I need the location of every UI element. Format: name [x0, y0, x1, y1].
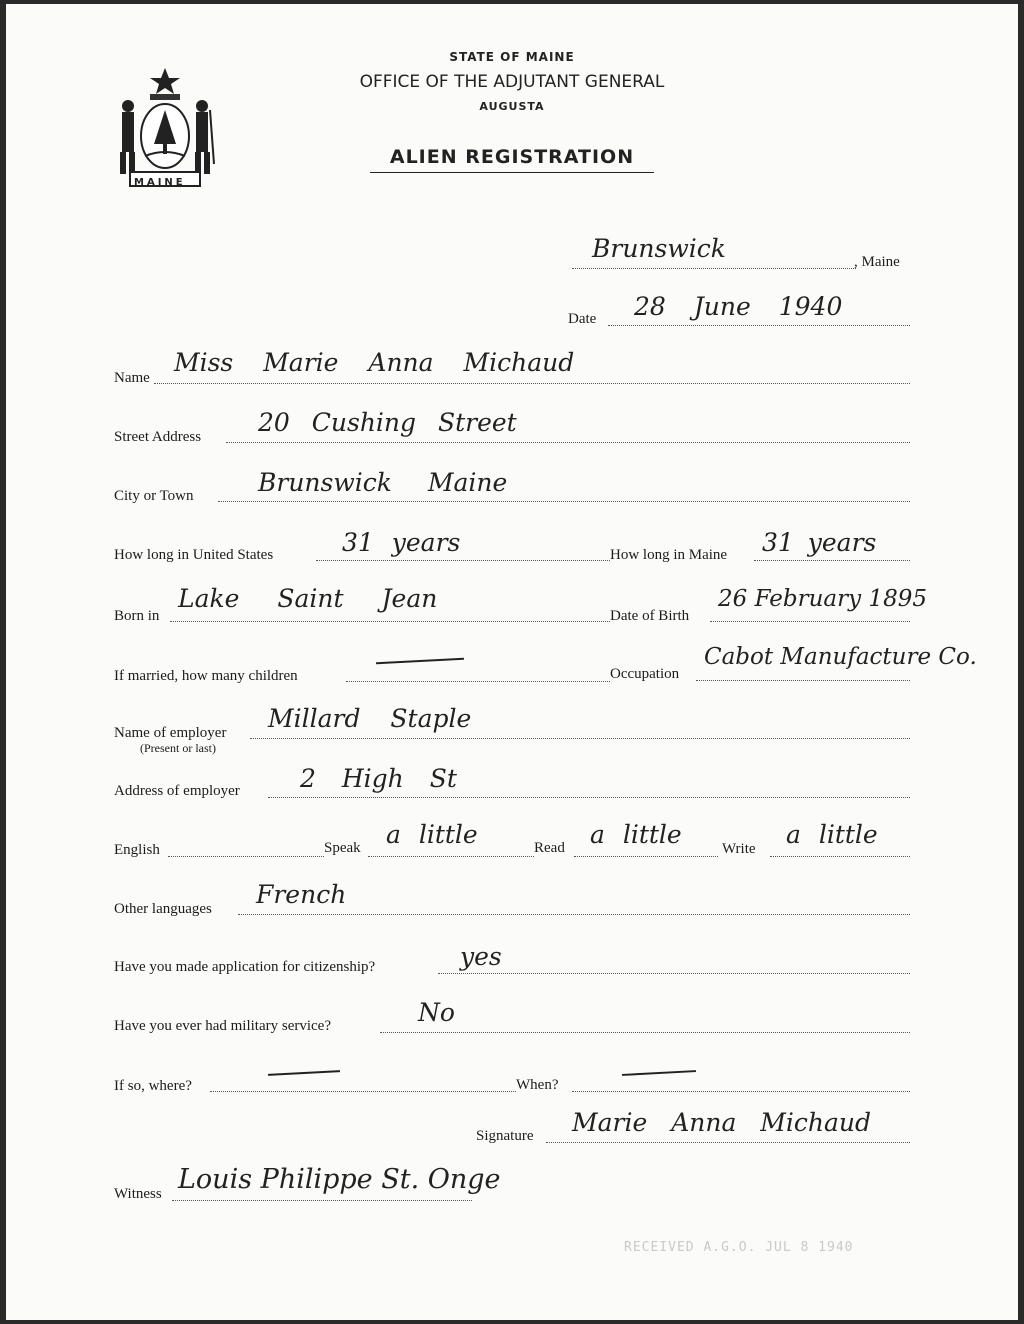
born-in-value: Lake Saint Jean — [178, 584, 438, 613]
form-title: ALIEN REGISTRATION — [389, 146, 635, 168]
employer-name-label: Name of employer — [114, 725, 227, 741]
date-of-birth-label: Date of Birth — [610, 608, 690, 624]
town-value: Brunswick — [592, 234, 726, 263]
speak-label: Speak — [324, 840, 361, 856]
employer-name-value: Millard Staple — [268, 704, 472, 733]
signature-label: Signature — [476, 1128, 534, 1144]
children-label: If married, how many children — [114, 668, 298, 684]
seal-banner-text: MAINE — [134, 177, 186, 188]
english-label: English — [114, 842, 160, 858]
military-value: No — [418, 998, 455, 1027]
other-languages-value: French — [256, 880, 347, 909]
occupation-value: Cabot Manufacture Co. — [704, 644, 977, 670]
citizenship-value: yes — [460, 942, 502, 971]
read-value: a little — [590, 820, 682, 849]
date-of-birth-value: 26 February 1895 — [718, 586, 927, 612]
when-label: When? — [516, 1077, 559, 1093]
signature-value: Marie Anna Michaud — [572, 1108, 872, 1137]
maine-label: , Maine — [854, 254, 900, 270]
registration-form — [6, 4, 1018, 1320]
witness-label: Witness — [114, 1186, 162, 1202]
write-label: Write — [722, 841, 756, 857]
state-heading: STATE OF MAINE — [449, 50, 575, 64]
when-dash-mark — [622, 1070, 696, 1076]
read-label: Read — [534, 840, 565, 856]
name-value: Miss Marie Anna Michaud — [174, 348, 575, 377]
employer-note: (Present or last) — [140, 741, 216, 755]
received-stamp: RECEIVED A.G.O. JUL 8 1940 — [624, 1240, 854, 1255]
children-dash-mark — [376, 658, 464, 665]
how-long-maine-label: How long in Maine — [610, 547, 728, 563]
street-label: Street Address — [114, 429, 202, 445]
write-value: a little — [786, 820, 878, 849]
city-heading: AUGUSTA — [479, 100, 545, 113]
title-underline — [370, 172, 654, 173]
occupation-label: Occupation — [610, 666, 680, 682]
how-long-us-label: How long in United States — [114, 547, 274, 563]
city-value: Brunswick Maine — [258, 468, 508, 497]
witness-value: Louis Philippe St. Onge — [178, 1164, 501, 1195]
street-value: 20 Cushing Street — [258, 408, 517, 437]
where-label: If so, where? — [114, 1078, 192, 1094]
date-label: Date — [568, 311, 597, 327]
date-value: 28 June 1940 — [634, 292, 843, 321]
military-label: Have you ever had military service? — [114, 1018, 331, 1034]
born-in-label: Born in — [114, 608, 160, 624]
speak-value: a little — [386, 820, 478, 849]
how-long-maine-value: 31 years — [762, 528, 877, 557]
office-heading: OFFICE OF THE ADJUTANT GENERAL — [359, 72, 665, 92]
name-label: Name — [114, 370, 150, 386]
how-long-us-value: 31 years — [342, 528, 461, 557]
employer-address-label: Address of employer — [114, 783, 240, 799]
citizenship-label: Have you made application for citizenship? — [114, 959, 376, 975]
city-label: City or Town — [114, 488, 194, 504]
where-dash-mark — [268, 1070, 340, 1076]
employer-address-value: 2 High St — [300, 764, 457, 793]
other-languages-label: Other languages — [114, 901, 212, 917]
